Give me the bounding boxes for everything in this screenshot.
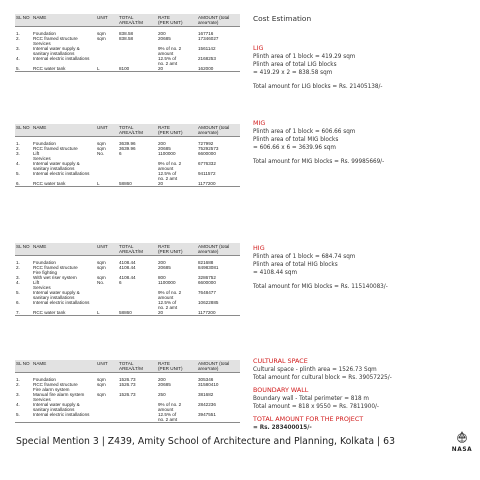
cell-amount: 381682 [198,392,214,397]
cell-rate: 20 [157,181,197,187]
cell-name: Internal electric installations [33,171,90,176]
cell-name: Foundation [33,31,56,36]
cell-amount: 2842236 [198,402,216,407]
cell-amount: 10622885 [198,300,219,305]
cell-name: Internal electric installations [33,300,90,305]
cell-amount: 3286752 [198,275,216,280]
cell-area [118,402,157,412]
cell-area [118,161,157,171]
cell-unit: sqm [97,275,106,280]
cell-rate: 200 [158,141,166,146]
cost-table-mig [15,124,240,187]
table-header-row [15,243,240,256]
cell-amount: 1177200 [197,181,240,187]
cell-area: 4108.44 [119,265,136,270]
column-header: AMOUNT (total area*rate) [197,360,240,373]
column-header: UNIT [96,14,118,27]
column-header: NAME [32,243,96,256]
cell-area: 3639.96 [119,141,136,146]
estimation-title: Cost Estimation [253,14,312,23]
column-header: AMOUNT (total area*rate) [197,14,240,27]
cell-rate: 1100000 [158,151,176,156]
cell-sl: 7. [15,310,32,316]
cell-amount: 1561142 [198,46,216,51]
cell-sl: 3. [16,392,20,397]
cost-table-cultural [15,360,240,423]
mig-total: Total amount for MIG blocks = Rs. 99985669/- [253,159,385,165]
cell-sl: 3. [16,151,20,156]
cell-unit: sqm [97,265,106,270]
cell-unit: L [96,310,118,316]
column-header: RATE (PER UNIT) [157,360,197,373]
table-row [15,66,240,72]
cell-area [118,300,157,310]
column-header: TOTAL AREA/LT/M [118,14,157,27]
cell-sl: 3. [16,275,20,280]
lig-line-1: Plinth area of 1 block = 419.29 sqm [253,54,356,60]
cell-name: RCC framed structure Services [33,36,78,46]
cell-rate: 12.5% of no. 2 amt [158,56,178,66]
cell-area: 1526.73 [119,377,136,382]
table-row [15,171,240,181]
cost-table-hig [15,243,240,316]
cell-amount: 6600000 [198,151,216,156]
cell-rate: 9% of no. 2 amount [158,402,182,412]
cell-sl: 5. [15,66,32,72]
cell-area [118,171,157,181]
column-header: TOTAL AREA/LT/M [118,124,157,137]
column-header: UNIT [96,124,118,137]
cell-amount: 17346027 [198,36,219,41]
lig-heading: LIG [253,44,264,52]
cultural-total: Total amount for cultural block = Rs. 39057225/- [253,375,392,381]
table-header-row [15,14,240,27]
cell-sl: 5. [15,412,32,423]
cell-area [118,290,157,300]
cell-name: RCC water tank [32,66,96,72]
cell-amount: 3947551 [197,412,240,423]
cell-name: Foundation [33,141,56,146]
cell-rate: 20685 [158,265,171,270]
table-row [15,382,240,392]
column-header: SL NO [15,14,32,27]
cell-sl: 6. [15,181,32,187]
column-header: NAME [32,360,96,373]
cell-name: Lift Services [33,280,51,290]
hig-line-2: Plinth area of total HIG blocks [253,262,338,268]
logo-text: NASA [451,447,473,453]
mig-line-3: = 606.66 x 6 = 3639.96 sqm [253,145,336,151]
cell-name: RCC framed structure Fire fighting [33,265,78,275]
cell-rate: 9% of no. 2 amount [158,290,182,300]
cell-name: Internal electric installations [32,412,96,423]
cell-area: 58860 [118,310,157,316]
cell-rate: 20 [157,66,197,72]
cell-sl: 2. [16,36,20,41]
cell-area [118,46,157,56]
cell-area: 4108.44 [119,260,136,265]
cell-amount: 2168253 [198,56,216,61]
table-header-row [15,124,240,137]
hig-heading: HIG [253,244,265,252]
cell-name: Manual fire alarm system Services [33,392,85,402]
cell-area: 3639.96 [119,146,136,151]
cell-unit [96,290,118,300]
cell-sl: 5. [16,290,20,295]
project-summary [253,415,473,432]
column-header: SL NO [15,124,32,137]
cell-unit: L [96,66,118,72]
lig-line-2: Plinth area of total LIG blocks [253,62,337,68]
cell-sl: 1. [16,141,20,146]
cell-unit [96,46,118,56]
table-row [15,151,240,161]
cell-area: 1526.73 [119,392,136,397]
cell-unit [96,412,118,423]
cell-unit [96,300,118,310]
mig-line-1: Plinth area of 1 block = 606.66 sqm [253,129,356,135]
cell-rate: 200 [158,31,166,36]
cell-unit: No. [97,151,105,156]
cell-amount: 162000 [197,66,240,72]
table-header-row [15,360,240,373]
cell-sl: 2. [16,265,20,270]
cell-rate: 20685 [158,382,171,387]
cell-rate: 9% of no. 2 amount [158,46,182,56]
cultural-line-1: Cultural space - plinth area = 1526.73 Sqm [253,367,377,373]
cell-amount: 84983081 [198,265,219,270]
lig-summary [253,44,473,91]
cell-amount: 727992 [198,141,214,146]
cell-rate: 12.5% of no. 2 amt [158,171,178,181]
mig-summary [253,119,473,166]
cell-rate: 1100000 [158,280,176,285]
cost-table-lig [15,14,240,72]
table-row [15,265,240,275]
column-header: RATE (PER UNIT) [157,243,197,256]
cell-sl: 3. [16,46,20,51]
cultural-summary [253,357,473,382]
column-header: TOTAL AREA/LT/M [118,360,157,373]
cell-unit: L [96,181,118,187]
cultural-heading: CULTURAL SPACE [253,357,308,365]
cell-unit: sqm [97,31,106,36]
cell-sl: 2. [16,146,20,151]
table-row [15,36,240,46]
table-row [15,56,240,66]
column-header: UNIT [96,243,118,256]
cell-name: RCC water tank [32,310,96,316]
cell-rate: 9% of no. 2 amount [158,161,182,171]
cell-amount: 75292573 [198,146,219,151]
column-header: RATE (PER UNIT) [157,124,197,137]
column-header: AMOUNT (total area*rate) [197,124,240,137]
cell-area: 8100 [118,66,157,72]
cell-sl: 2. [16,382,20,387]
table-row [15,280,240,290]
boundary-summary [253,386,473,411]
cell-name: With wet riser system [33,275,77,280]
cell-unit: No. [97,280,105,285]
cell-area [118,412,157,423]
table-row [15,392,240,402]
cell-rate: 200 [158,377,166,382]
hig-total: Total amount for MIG blocks = Rs. 115140083/- [253,284,388,290]
estimation-title-block [253,14,473,24]
cell-sl: 5. [16,171,20,176]
cell-amount: 305346 [198,377,214,382]
cell-area [118,56,157,66]
cell-rate: 800 [158,275,166,280]
cell-area: 1526.73 [119,382,136,387]
table-row [15,412,240,423]
table-row [15,161,240,171]
cell-amount: 6776332 [198,161,216,166]
table-row [15,402,240,412]
cell-name: RCC water tank [32,181,96,187]
table-row [15,46,240,56]
cell-sl: 4. [16,56,20,61]
cell-amount: 7648477 [198,290,216,295]
page-footer: Special Mention 3 | Z439, Amity School of Architecture and Planning, Kolkata | 63 [16,436,395,447]
cell-area: 4108.44 [119,275,136,280]
cell-name: RCC framed structure [33,146,78,151]
cell-sl: 4. [16,402,20,407]
cell-area: 838.58 [119,31,134,36]
column-header: NAME [32,124,96,137]
cell-sl: 1. [16,260,20,265]
cell-sl: 4. [16,280,20,285]
table-row [15,290,240,300]
boundary-line-1: Boundary wall - Total perimeter = 818 m [253,396,369,402]
cell-unit: sqm [97,377,106,382]
column-header: TOTAL AREA/LT/M [118,243,157,256]
cell-rate: 20 [157,310,197,316]
cell-name: Foundation [33,377,56,382]
column-header: RATE (PER UNIT) [157,14,197,27]
cell-unit: sqm [97,36,106,41]
cell-area: 58860 [118,181,157,187]
cell-rate: 250 [158,392,166,397]
cell-unit [96,161,118,171]
boundary-heading: BOUNDARY WALL [253,386,309,394]
hig-line-3: = 4108.44 sqm [253,270,298,276]
cell-unit: sqm [97,141,106,146]
column-header: AMOUNT (total area*rate) [197,243,240,256]
cell-rate: 20685 [158,36,171,41]
cell-rate: 20685 [158,146,171,151]
lig-line-3: = 419.29 x 2 = 838.58 sqm [253,70,333,76]
cell-name: Lift Services [33,151,51,161]
cell-name: Internal water supply & sanitary installations [33,161,80,171]
cell-unit [96,402,118,412]
cell-area: 6 [119,280,122,285]
cell-amount: 1177200 [197,310,240,316]
cell-unit: sqm [97,260,106,265]
cell-unit [96,56,118,66]
cell-unit: sqm [97,382,106,387]
boundary-total: Total amount = 818 x 9550 = Rs. 7811900/- [253,404,379,410]
table-row [15,181,240,187]
cell-rate: 12.5% of no. 2 amt [158,300,178,310]
lig-total: Total amount for LIG blocks = Rs. 21405138/- [253,84,383,90]
cell-name: RCC framed structure Fire alarm system [33,382,78,392]
cell-name: Internal water supply & sanitary installations [33,46,80,56]
column-header: UNIT [96,360,118,373]
mig-line-2: Plinth area of total MIG blocks [253,137,339,143]
cell-name: Foundation [33,260,56,265]
cell-area: 838.58 [119,36,134,41]
cell-area: 6 [119,151,122,156]
project-heading: TOTAL AMOUNT FOR THE PROJECT [253,415,364,423]
cell-name: Internal water supply & sanitary installations [33,290,80,300]
project-total: = Rs. 283400015/- [253,425,312,431]
cell-amount: 31580410 [198,382,219,387]
cell-amount: 167716 [198,31,214,36]
nasa-logo [449,431,475,453]
cell-sl: 1. [16,31,20,36]
cell-unit [96,171,118,181]
cell-amount: 6600000 [198,280,216,285]
cell-amount: 9411572 [198,171,216,176]
table-row [15,300,240,310]
cell-sl: 1. [16,377,20,382]
cell-amount: 821688 [198,260,214,265]
cell-sl: 4. [16,161,20,166]
column-header: SL NO [15,360,32,373]
mig-heading: MIG [253,119,266,127]
column-header: NAME [32,14,96,27]
hig-line-1: Plinth area of 1 block = 684.74 sqm [253,254,356,260]
cell-rate: 200 [158,260,166,265]
cell-unit: sqm [97,392,106,397]
table-row [15,310,240,316]
cell-name: Internal water supply & sanitary installations [33,402,80,412]
hig-summary [253,244,473,291]
cell-unit: sqm [97,146,106,151]
cell-sl: 6. [16,300,20,305]
column-header: SL NO [15,243,32,256]
cell-name: Internal electric installations [33,56,90,61]
cell-rate: 12.5% of no. 2 amt [157,412,197,423]
